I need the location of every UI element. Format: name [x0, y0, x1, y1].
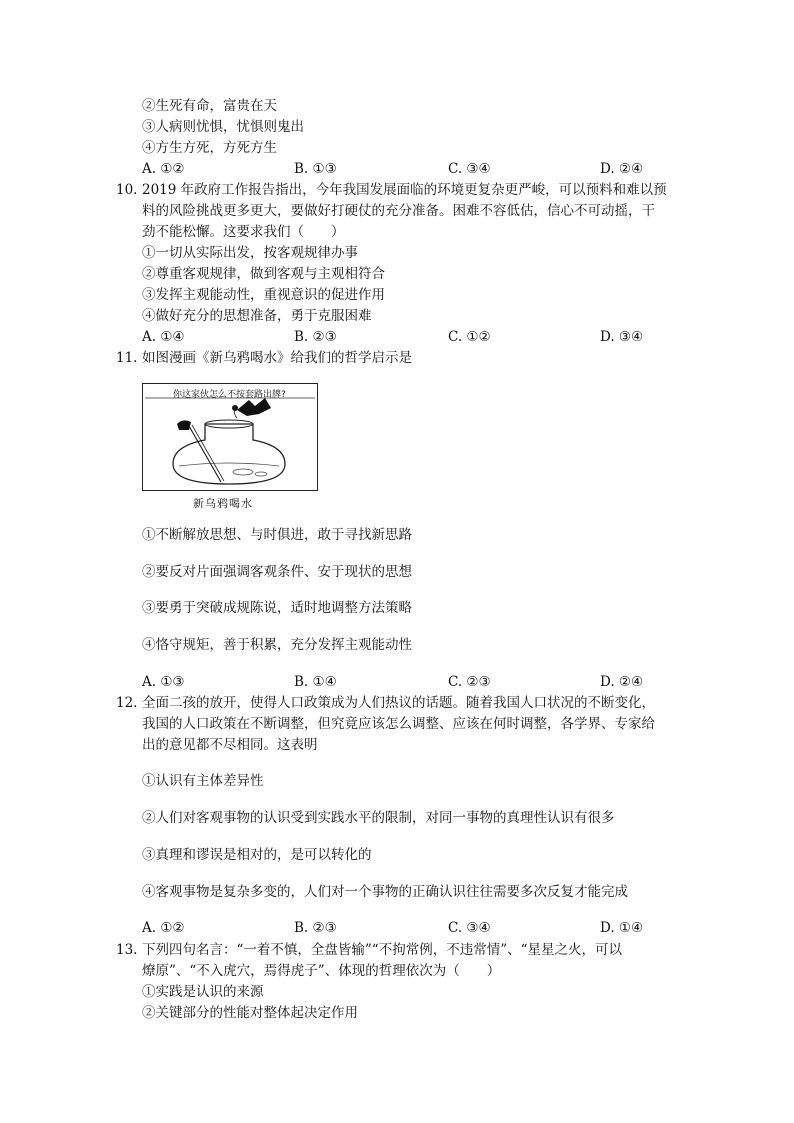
q9-option-c[interactable]: C. ③④ — [448, 161, 491, 177]
q12-item-2: ②人们对客观事物的认识受到实践水平的限制，对同一事物的真理性认识有很多 — [142, 810, 615, 826]
q11-item-4: ④恪守规矩，善于积累，充分发挥主观能动性 — [142, 637, 412, 653]
q9-options — [142, 160, 662, 178]
q11-option-c[interactable]: C. ②③ — [448, 674, 491, 690]
q10-item-4: ④做好充分的思想准备，勇于克服困难 — [142, 308, 372, 324]
q10-option-c[interactable]: C. ①② — [448, 329, 491, 345]
q12-option-d[interactable]: D. ①④ — [600, 920, 644, 936]
q13-stem-line: 燎原”、“不入虎穴，焉得虎子”、体现的哲理依次为（ ） — [142, 963, 501, 979]
q9-option-a[interactable]: A. ①② — [142, 161, 185, 177]
q13-stem-line: 下列四句名言：“一着不慎，全盘皆输”“不拘常例，不违常情”、“星星之火，可以 — [142, 942, 623, 958]
q12-item-4: ④客观事物是复杂多变的，人们对一个事物的正确认识往往需要多次反复才能完成 — [142, 884, 628, 900]
q10-number: 10. — [116, 182, 138, 198]
q10-stem-line: 2019 年政府工作报告指出，今年我国发展面临的环境更复杂更严峻，可以预料和难以预 — [142, 182, 667, 198]
bottle-icon — [173, 424, 285, 484]
q11-option-d[interactable]: D. ②④ — [600, 674, 644, 690]
q9-item-4: ④方生方死，方死方生 — [142, 140, 277, 156]
cartoon-speech-text: 你这家伙怎么不按套路出牌? — [173, 390, 286, 400]
q10-item-2: ②尊重客观规律，做到客观与主观相符合 — [142, 266, 385, 282]
q12-stem-line: 出的意见都不尽相同。这表明 — [142, 737, 318, 753]
flying-crow-icon — [237, 398, 271, 416]
q11-options — [142, 673, 662, 691]
q9-option-b[interactable]: B. ①③ — [294, 161, 337, 177]
q12-option-b[interactable]: B. ②③ — [294, 920, 337, 936]
perched-crow-icon — [177, 420, 191, 430]
q9-option-d[interactable]: D. ②④ — [600, 161, 644, 177]
q10-option-a[interactable]: A. ①④ — [142, 329, 185, 345]
q12-option-c[interactable]: C. ③④ — [448, 920, 491, 936]
q11-option-b[interactable]: B. ①④ — [294, 674, 337, 690]
crow-drinking-cartoon — [142, 383, 318, 491]
q12-item-1: ①认识有主体差异性 — [142, 773, 264, 789]
q9-item-2: ②生死有命，富贵在天 — [142, 98, 277, 114]
q12-options — [142, 919, 662, 937]
q13-item-2: ②关键部分的性能对整体起决定作用 — [142, 1005, 358, 1021]
q11-item-2: ②要反对片面强调客观条件、安于现状的思想 — [142, 564, 412, 580]
q11-item-3: ③要勇于突破成规陈说，适时地调整方法策略 — [142, 600, 412, 616]
q10-item-3: ③发挥主观能动性，重视意识的促进作用 — [142, 287, 385, 303]
q10-item-1: ①一切从实际出发，按客观规律办事 — [142, 245, 358, 261]
q10-stem-line: 料的风险挑战更多更大，要做好打硬仗的充分准备。困难不容低估，信心不可动摇，干 — [142, 203, 655, 219]
q13-number: 13. — [116, 942, 138, 958]
q10-options — [142, 328, 662, 346]
q11-item-1: ①不断解放思想、与时俱进，敢于寻找新思路 — [142, 527, 412, 543]
q9-item-3: ③人病则忧惧，忧惧则鬼出 — [142, 119, 304, 135]
q13-item-1: ①实践是认识的来源 — [142, 984, 264, 1000]
q11-stem: 如图漫画《新乌鸦喝水》给我们的哲学启示是 — [142, 350, 412, 366]
q11-number: 11. — [116, 350, 138, 366]
q12-number: 12. — [116, 695, 138, 711]
cartoon-title: 新乌鸦喝水 — [193, 497, 253, 510]
q12-option-a[interactable]: A. ①② — [142, 920, 185, 936]
q10-option-b[interactable]: B. ②③ — [294, 329, 337, 345]
q12-stem-line: 全面二孩的放开，使得人口政策成为人们热议的话题。随着我国人口状况的不断变化， — [142, 695, 655, 711]
q10-stem-line: 劲不能松懈。这要求我们（ ） — [142, 224, 345, 240]
q11-option-a[interactable]: A. ①③ — [142, 674, 185, 690]
q12-stem-line: 我国的人口政策在不断调整，但究竟应该怎么调整、应该在何时调整，各学界、专家给 — [142, 716, 655, 732]
q10-option-d[interactable]: D. ③④ — [600, 329, 644, 345]
q12-item-3: ③真理和谬误是相对的，是可以转化的 — [142, 847, 372, 863]
